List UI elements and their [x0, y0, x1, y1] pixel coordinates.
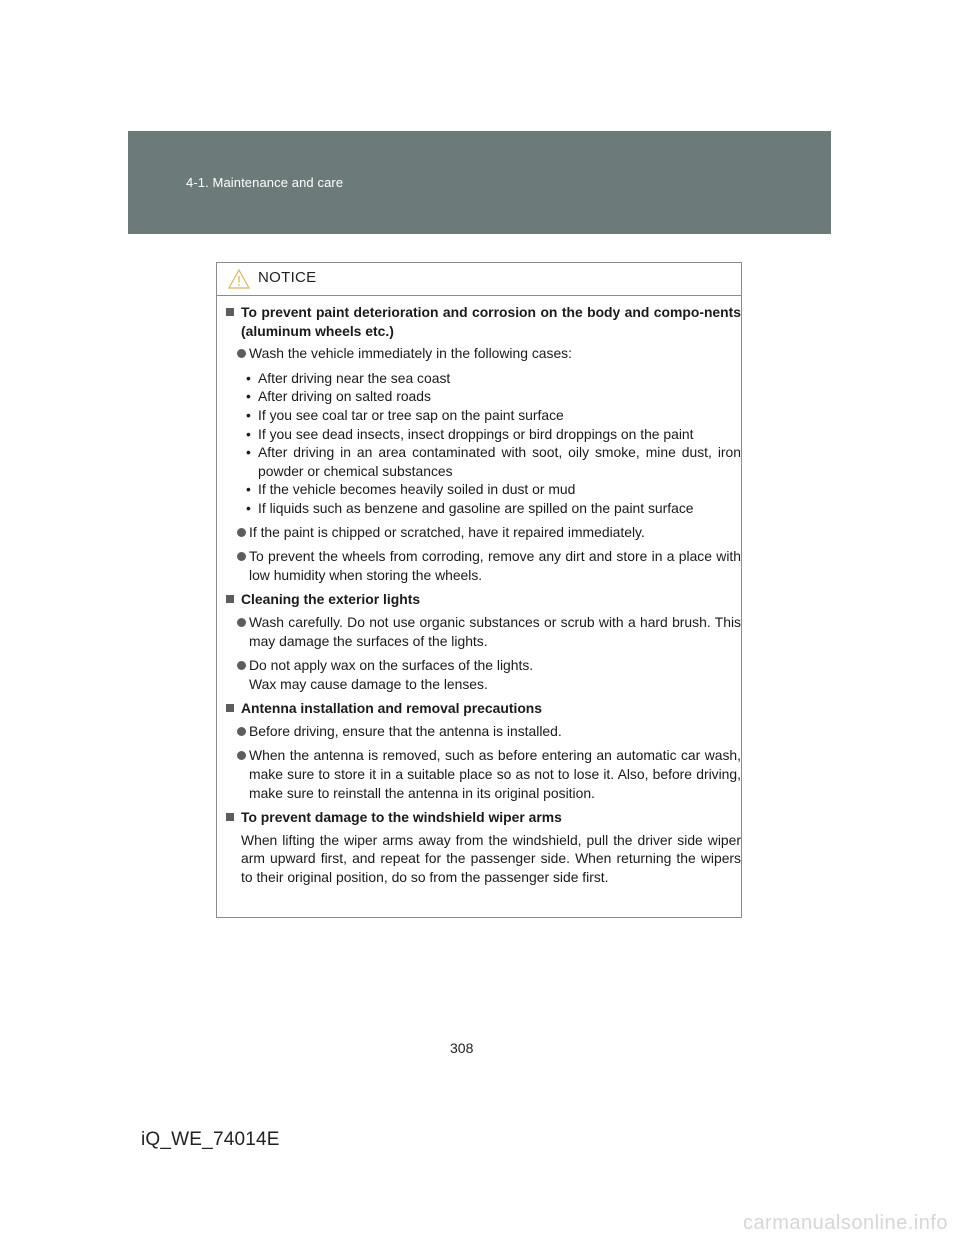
notice-title: NOTICE [258, 269, 317, 286]
square-bullet-icon [226, 704, 234, 712]
section-title-wipers: To prevent damage to the windshield wiper arms [225, 808, 741, 827]
section-label: 4-1. Maintenance and care [186, 175, 344, 190]
case-item: • If you see dead insects, insect droppings or bird droppings on the paint [246, 425, 694, 442]
square-bullet-icon [226, 308, 234, 316]
circle-bullet-icon [237, 618, 246, 627]
watermark-text: carmanualsonline.info [742, 1212, 948, 1234]
case-item: • If you see coal tar or tree sap on the paint surface [246, 406, 564, 423]
circle-bullet-icon [237, 661, 246, 670]
bullet-item: Wash the vehicle immediately in the following cases: [225, 344, 741, 363]
case-item: • If the vehicle becomes heavily soiled in dust or mud [246, 481, 576, 498]
case-item: • After driving near the sea coast [246, 369, 451, 386]
circle-bullet-icon [237, 349, 246, 358]
notice-header [217, 263, 741, 296]
page-number: 308 [450, 1040, 474, 1056]
document-code: iQ_WE_74014E [141, 1129, 280, 1150]
section-title-antenna: Antenna installation and removal precautions [225, 699, 741, 718]
bullet-item: Wash carefully. Do not use organic substances or scrub with a hard brush. This may damage the surfaces of the lights. [225, 613, 741, 650]
bullet-item: Before driving, ensure that the antenna is installed. [225, 722, 741, 741]
circle-bullet-icon [237, 751, 246, 760]
section-title-lights: Cleaning the exterior lights [225, 590, 741, 609]
case-item: • After driving in an area contaminated with soot, oily smoke, mine dust, iron powder or chemical substances [246, 444, 741, 479]
circle-bullet-icon [237, 528, 246, 537]
square-bullet-icon [226, 813, 234, 821]
circle-bullet-icon [237, 552, 246, 561]
bullet-item: Do not apply wax on the surfaces of the lights. Wax may cause damage to the lenses. [225, 656, 741, 693]
notice-body [225, 303, 741, 891]
square-bullet-icon [226, 595, 234, 603]
wipers-paragraph: When lifting the wiper arms away from the windshield, pull the driver side wiper arm upward first, and repeat for the passenger side. When returning the wipers to their original position, do so from the passenger side first. [241, 831, 741, 886]
notice-box [216, 262, 742, 918]
circle-bullet-icon [237, 727, 246, 736]
case-item: • If liquids such as benzene and gasoline are spilled on the paint surface [246, 499, 694, 516]
case-list [225, 369, 741, 518]
section-title-paint: To prevent paint deterioration and corrosion on the body and compo-nents (aluminum wheels etc.) [225, 303, 741, 340]
bullet-item: To prevent the wheels from corroding, remove any dirt and store in a place with low humidity when storing the wheels. [225, 547, 741, 584]
bullet-item: When the antenna is removed, such as before entering an automatic car wash, make sure to store it in a suitable place so as not to lose it. Also, before driving, make sure to reinstall the antenna in its original position. [225, 746, 741, 802]
section-header-band [128, 131, 831, 234]
case-item: • After driving on salted roads [246, 388, 431, 405]
bullet-item: If the paint is chipped or scratched, have it repaired immediately. [225, 523, 741, 542]
warning-triangle-icon [228, 269, 250, 289]
